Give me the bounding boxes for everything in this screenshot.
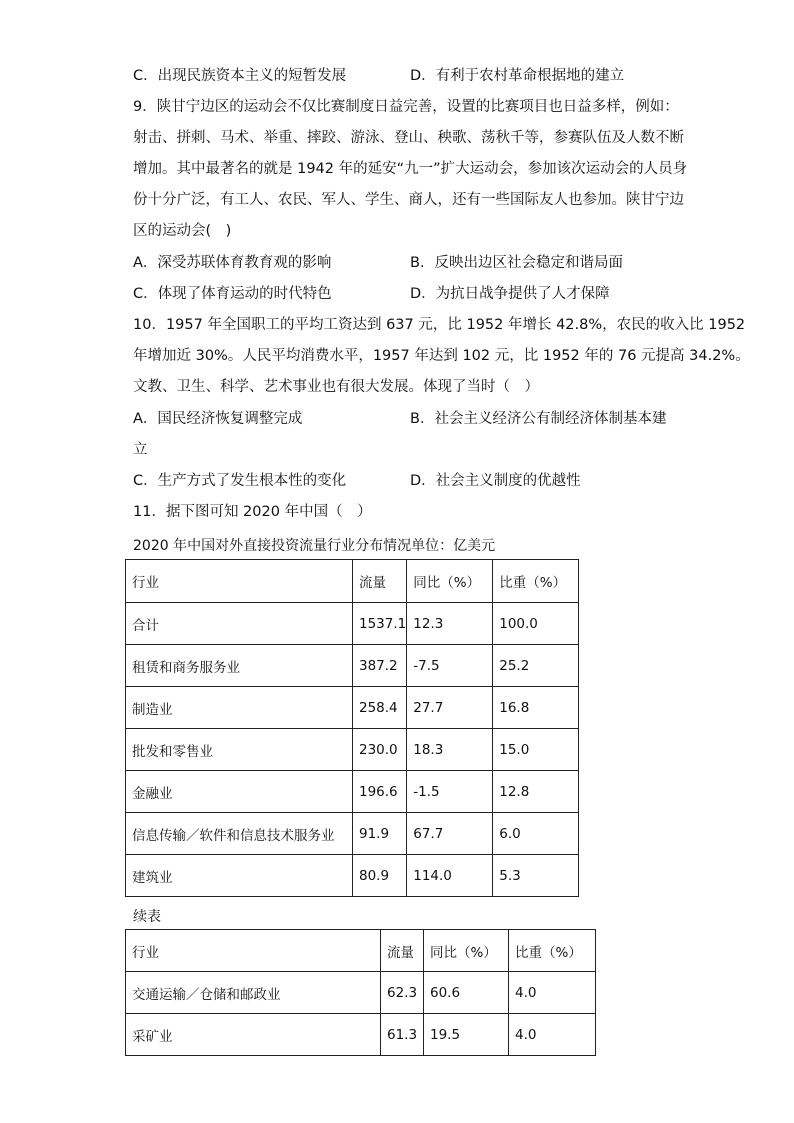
flow-cell: 230.0 [353,729,407,771]
q10-stem-line: 10．1957 年全国职工的平均工资达到 637 元，比 1952 年增长 42.8%，农民的收入比 1952 [133,317,746,333]
table-row [126,603,579,645]
yoy-cell: 67.7 [407,813,493,855]
header-cell: 比重（%） [493,560,579,603]
table-row [126,645,579,687]
yoy-cell: 27.7 [407,687,493,729]
share-cell: 100.0 [493,603,579,645]
q10-option-a: A．国民经济恢复调整完成 [133,411,303,427]
q9-option-c: C．体现了体育运动的时代特色 [133,286,332,302]
q10-option-b-continued: 立 [133,442,148,458]
flow-cell: 196.6 [353,771,407,813]
q9-stem-line: 9．陕甘宁边区的运动会不仅比赛制度日益完善，设置的比赛项目也日益多样，例如： [133,99,679,115]
flow-cell: 80.9 [353,855,407,897]
table-header-row [126,560,579,603]
industry-cell: 合计 [126,603,353,645]
yoy-cell: 12.3 [407,603,493,645]
flow-cell: 1537.1 [353,603,407,645]
header-cell: 流量 [353,560,407,603]
industry-cell: 批发和零售业 [126,729,353,771]
yoy-cell: -7.5 [407,645,493,687]
share-cell: 12.8 [493,771,579,813]
table-caption: 2020 年中国对外直接投资流量行业分布情况单位：亿美元 [133,538,496,554]
header-cell: 流量 [381,930,424,972]
continued-label: 续表 [133,909,161,925]
q9-stem-line: 增加。其中最著名的就是 1942 年的延安“九一”扩大运动会，参加该次运动会的人员身 [133,161,688,177]
table-row [126,1014,596,1056]
header-cell: 同比（%） [424,930,509,972]
header-cell: 比重（%） [509,930,596,972]
yoy-cell: -1.5 [407,771,493,813]
yoy-cell: 114.0 [407,855,493,897]
industry-cell: 信息传输／软件和信息技术服务业 [126,813,353,855]
table-row [126,972,596,1014]
yoy-cell: 19.5 [424,1014,509,1056]
q11-stem: 11．据下图可知 2020 年中国（ ） [133,504,372,520]
header-cell: 行业 [126,560,353,603]
table-row [126,855,579,897]
q9-option-b: B．反映出边区社会稳定和谐局面 [410,255,623,271]
q9-option-d: D．为抗日战争提供了人才保障 [410,286,610,302]
share-cell: 25.2 [493,645,579,687]
industry-cell: 制造业 [126,687,353,729]
industry-cell: 建筑业 [126,855,353,897]
q10-option-b: B．社会主义经济公有制经济体制基本建 [410,411,667,427]
q9-stem-line: 射击、拼刺、马术、举重、摔跤、游泳、登山、秧歌、荡秋千等，参赛队伍及人数不断 [133,130,684,146]
flow-cell: 61.3 [381,1014,424,1056]
share-cell: 4.0 [509,972,596,1014]
industry-cell: 交通运输／仓储和邮政业 [126,972,381,1014]
industry-cell: 金融业 [126,771,353,813]
q10-stem-line: 年增加近 30%。人民平均消费水平，1957 年达到 102 元，比 1952 年的 76 元提高 34.2%。 [133,348,750,364]
industry-cell: 采矿业 [126,1014,381,1056]
share-cell: 15.0 [493,729,579,771]
q9-stem-line: 区的运动会( ) [133,223,232,239]
table-row [126,729,579,771]
q9-stem-line: 份十分广泛，有工人、农民、军人、学生、商人，还有一些国际友人也参加。陕甘宁边 [133,192,684,208]
share-cell: 6.0 [493,813,579,855]
share-cell: 5.3 [493,855,579,897]
q8-option-c: C．出现民族资本主义的短暂发展 [133,68,347,84]
investment-table [125,559,579,897]
q9-option-a: A．深受苏联体育教育观的影响 [133,255,332,271]
flow-cell: 258.4 [353,687,407,729]
table-row [126,771,579,813]
table-row [126,687,579,729]
flow-cell: 91.9 [353,813,407,855]
table-row [126,813,579,855]
industry-cell: 租赁和商务服务业 [126,645,353,687]
yoy-cell: 18.3 [407,729,493,771]
flow-cell: 62.3 [381,972,424,1014]
flow-cell: 387.2 [353,645,407,687]
yoy-cell: 60.6 [424,972,509,1014]
share-cell: 4.0 [509,1014,596,1056]
q10-option-c: C．生产方式了发生根本性的变化 [133,473,347,489]
header-cell: 行业 [126,930,381,972]
share-cell: 16.8 [493,687,579,729]
investment-table-continued [125,929,596,1056]
header-cell: 同比（%） [407,560,493,603]
q8-option-d: D．有利于农村革命根据地的建立 [410,68,625,84]
table-header-row [126,930,596,972]
q10-option-d: D．社会主义制度的优越性 [410,473,581,489]
q10-stem-line: 文教、卫生、科学、艺术事业也有很大发展。体现了当时（ ） [133,379,539,395]
